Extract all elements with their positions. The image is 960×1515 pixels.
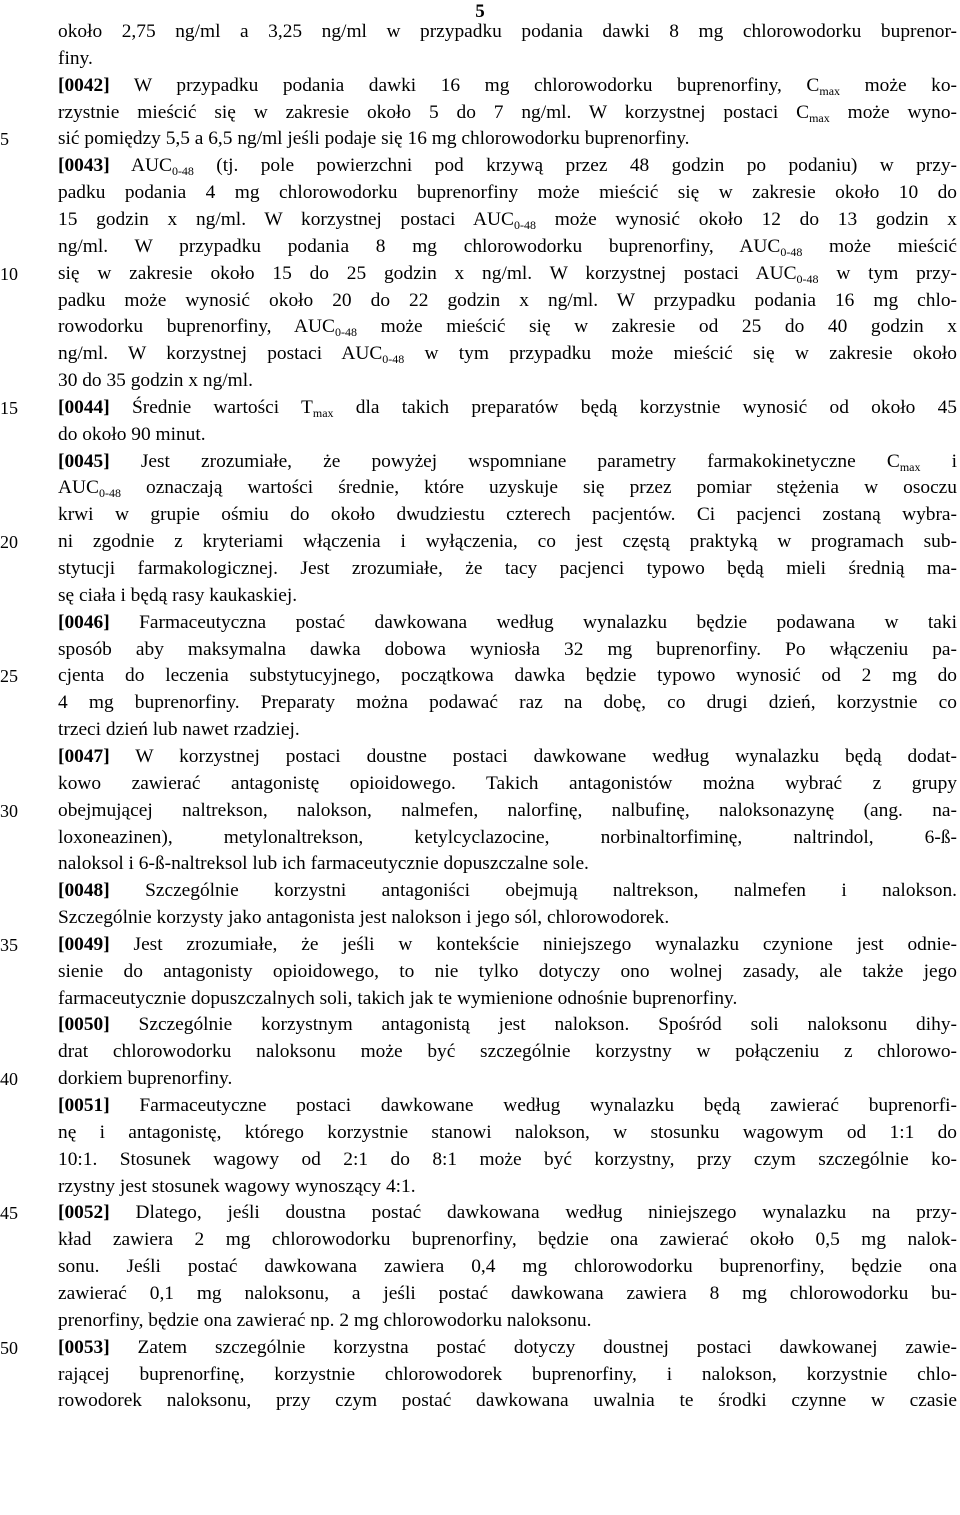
text-line: [58, 20, 957, 44]
text-segment: AUC: [58, 477, 99, 499]
line-number: 5: [0, 129, 9, 150]
text-segment: 10:1. Stosunek wagowy od 2:1 do 8:1 może być korzystny, przy czym szczególnie ko-: [58, 1148, 957, 1170]
text-line: [58, 638, 957, 662]
text-line: [58, 933, 957, 957]
text-segment: rowodorku buprenorfiny, AUC: [58, 316, 335, 338]
subscript: max: [809, 110, 830, 125]
text-line: [58, 262, 957, 286]
text-segment: w tym przypadku może mieścić się w zakresie około: [404, 343, 958, 365]
text-line: [58, 315, 957, 339]
text-line: [58, 718, 957, 742]
line-number: 45: [0, 1203, 18, 1224]
text-segment: około 2,75 ng/ml a 3,25 ng/ml w przypadku podania dawki 8 mg chlorowodorku buprenor-: [58, 21, 957, 42]
text-segment: 15 godzin x ng/ml. W korzystnej postaci AUC: [58, 208, 514, 230]
text-segment: padku może wynosić około 20 do 22 godzin x ng/ml. W przypadku podania 16 mg chlo-: [58, 289, 957, 311]
text-line: [58, 664, 957, 688]
paragraph-number: [0051]: [58, 1095, 110, 1116]
paragraph-number: [0043]: [58, 155, 110, 177]
text-line: [58, 47, 957, 71]
text-segment: trzeci dzień lub nawet rzadziej.: [58, 719, 300, 741]
subscript: 0-48: [514, 217, 536, 232]
text-line: [58, 852, 957, 876]
text-line: [58, 127, 957, 151]
text-segment: 4 mg buprenorfiny. Preparaty można podawać raz na dobę, co drugi dzień, korzystnie co: [58, 692, 957, 714]
paragraph-number: [0046]: [58, 611, 110, 633]
text-line: [58, 1013, 957, 1037]
text-segment: może mieścić się w zakresie od 25 do 40 godzin x: [357, 316, 957, 338]
text-line: [58, 503, 957, 527]
subscript: 0-48: [796, 271, 819, 286]
text-line: [58, 369, 957, 393]
text-line: [58, 1040, 957, 1064]
text-line: [58, 906, 957, 930]
text-segment: rającej buprenorfinę, korzystnie chlorowodorek buprenorfiny, i nalokson, korzystnie chlo-: [58, 1363, 957, 1385]
text-line: [58, 1201, 957, 1225]
paragraph-number: [0052]: [58, 1202, 110, 1224]
text-segment: sposób aby maksymalna dawka dobowa wyniosła 32 mg buprenorfiny. Po włączeniu pa-: [58, 638, 957, 660]
text-line: [58, 1148, 957, 1172]
text-line: [58, 879, 957, 903]
text-segment: dorkiem buprenorfiny.: [58, 1068, 233, 1090]
text-segment: sonu. Jeśli postać dawkowana zawiera 0,4 mg chlorowodorku buprenorfiny, będzie ona: [58, 1256, 957, 1278]
text-segment: Jest zrozumiałe, że jeśli w kontekście niniejszego wynalazku czynione jest odnie-: [109, 933, 957, 955]
paragraph-number: [0053]: [58, 1336, 110, 1358]
text-segment: Zatem szczególnie korzystna postać dotyczy doustnej postaci dawkowanej zawie-: [109, 1336, 957, 1358]
text-segment: Szczególnie korzystnym antagonistą jest nalokson. Spośród soli naloksonu dihy-: [109, 1014, 957, 1036]
line-number: 50: [0, 1337, 18, 1358]
text-segment: sić pomiędzy 5,5 a 6,5 ng/ml jeśli podaje się 16 mg chlorowodorku buprenorfiny.: [58, 128, 690, 150]
text-line: [58, 772, 957, 796]
subscript: 0-48: [171, 164, 194, 179]
text-segment: kład zawiera 2 mg chlorowodorku buprenorfiny, będzie ona zawierać około 0,5 mg nalok-: [58, 1229, 957, 1251]
text-segment: Farmaceutyczne postaci dawkowane według wynalazku będą zawierać buprenorfi-: [109, 1095, 957, 1116]
text-segment: W przypadku podania dawki 16 mg chlorowodorku buprenorfiny, C: [109, 74, 820, 96]
text-line: [58, 154, 957, 178]
text-segment: ng/ml. W przypadku podania 8 mg chlorowodorku buprenorfiny, AUC: [58, 235, 781, 257]
text-segment: Jest zrozumiałe, że powyżej wspomniane parametry farmakokinetyczne C: [109, 450, 900, 472]
text-segment: ng/ml. W korzystnej postaci AUC: [58, 343, 383, 365]
subscript: 0-48: [98, 486, 121, 501]
line-number: 35: [0, 934, 18, 955]
text-segment: loxoneazinen), metylonaltrekson, ketylcyclazocine, norbinaltorfiminę, naltrindol, 6-ß-: [58, 826, 957, 848]
text-line: [58, 1175, 957, 1199]
text-segment: oznaczają wartości średnie, które uzyskuje się przez pomiar stężenia w osoczu: [120, 477, 957, 499]
text-line: [58, 181, 957, 205]
text-segment: (tj. pole powierzchni pod krzywą przez 48 godzin po podaniu) w przy-: [193, 155, 958, 177]
text-segment: krwi w grupie ośmiu do około dwudziestu czterech pacjentów. Ci pacjenci zostaną wybra-: [58, 504, 957, 526]
text-line: [58, 396, 957, 420]
text-segment: Farmaceutyczna postać dawkowana według wynalazku będzie podawana w taki: [109, 611, 957, 633]
line-number: 25: [0, 666, 18, 687]
text-line: [58, 691, 957, 715]
text-segment: padku podania 4 mg chlorowodorku buprenorfiny może mieścić się w zakresie około 10 do: [58, 182, 957, 204]
text-segment: zawierać 0,1 mg naloksonu, a jeśli postać dawkowana zawiera 8 mg chlorowodorku bu-: [58, 1282, 957, 1304]
text-segment: rzystnie mieścić się w zakresie około 5 do 7 ng/ml. W korzystnej postaci C: [58, 101, 810, 123]
paragraph-number: [0049]: [58, 933, 110, 955]
text-segment: AUC: [109, 155, 172, 177]
paragraph-number: [0047]: [58, 745, 110, 767]
subscript: max: [819, 83, 841, 98]
text-line: [58, 101, 957, 125]
text-line: [58, 557, 957, 581]
text-segment: finy.: [58, 47, 93, 69]
text-line: [58, 74, 957, 98]
text-line: [58, 1228, 957, 1252]
text-segment: drat chlorowodorku naloksonu może być szczególnie korzystny w połączeniu z chlorowo-: [58, 1041, 957, 1063]
text-segment: Szczególnie korzysty jako antagonista jest nalokson i jego sól, chlorowodorek.: [58, 907, 670, 929]
text-line: [58, 826, 957, 850]
text-segment: prenorfiny, będzie ona zawierać np. 2 mg chlorowodorku naloksonu.: [58, 1309, 592, 1331]
text-line: [58, 611, 957, 635]
paragraph-number: [0044]: [58, 396, 110, 418]
subscript: 0-48: [335, 325, 357, 340]
subscript: 0-48: [780, 244, 803, 259]
text-line: [58, 1336, 957, 1360]
subscript: 0-48: [382, 352, 405, 367]
text-segment: nę i antagonistę, którego korzystnie stanowi nalokson, w stosunku wagowym od 1:1 do: [58, 1121, 957, 1143]
text-line: [58, 289, 957, 313]
line-number: 20: [0, 532, 18, 553]
text-line: [58, 960, 957, 984]
paragraph-number: [0045]: [58, 450, 110, 472]
text-line: [58, 799, 957, 823]
text-line: [58, 208, 957, 232]
text-line: [58, 450, 957, 474]
text-segment: W korzystnej postaci doustne postaci dawkowane według wynalazku będą dodat-: [109, 745, 957, 767]
paragraph-number: [0048]: [58, 880, 110, 902]
subscript: max: [312, 405, 334, 420]
text-line: [58, 745, 957, 769]
text-line: [58, 1121, 957, 1145]
text-line: [58, 1255, 957, 1279]
text-segment: farmaceutycznie dopuszczalnych soli, takich jak te wymienione odnośnie buprenorfiny.: [58, 987, 738, 1009]
line-number: 40: [0, 1069, 18, 1090]
text-segment: stytucji farmakologicznej. Jest zrozumiałe, że tacy pacjenci typowo będą mieli średnią ma-: [58, 558, 957, 579]
text-line: [58, 1389, 957, 1413]
paragraph-number: [0050]: [58, 1014, 110, 1036]
text-segment: może wynosić około 12 do 13 godzin x: [536, 208, 957, 230]
text-line: [58, 423, 957, 447]
page-number: 5: [475, 1, 485, 22]
text-line: [58, 1094, 957, 1118]
text-segment: w tym przy-: [818, 262, 957, 284]
text-segment: rzystny jest stosunek wagowy wynoszący 4:1.: [58, 1175, 416, 1197]
text-segment: może wyno-: [829, 101, 957, 123]
text-segment: kowo zawierać antagonistę opioidowego. Takich antagonistów można wybrać z grupy: [58, 772, 957, 794]
text-line: [58, 987, 957, 1011]
text-line: [58, 1363, 957, 1387]
text-segment: może ko-: [840, 74, 957, 96]
subscript: max: [899, 459, 921, 474]
text-line: [58, 235, 957, 259]
text-segment: rowodorek naloksonu, przy czym postać dawkowana uwalnia te środki czynne w czasie: [58, 1390, 957, 1412]
text-segment: Dlatego, jeśli doustna postać dawkowana według niniejszego wynalazku na przy-: [109, 1202, 957, 1224]
text-line: [58, 476, 957, 500]
text-segment: obejmującej naltrekson, nalokson, nalmefen, nalorfinę, nalbufinę, naloksonazynę (ang. na-: [58, 799, 957, 821]
paragraph-number: [0042]: [58, 74, 110, 96]
text-segment: 30 do 35 godzin x ng/ml.: [58, 370, 253, 392]
text-line: [58, 1309, 957, 1333]
text-segment: Szczególnie korzystni antagoniści obejmują naltrekson, nalmefen i nalokson.: [109, 880, 957, 902]
line-number: 30: [0, 800, 18, 821]
text-segment: może mieścić: [802, 235, 957, 257]
line-number-margin: [0, 0, 40, 1515]
text-segment: ni zgodnie z kryteriami włączenia i wyłączenia, co jest częstą praktyką w programach sub-: [58, 531, 957, 553]
line-number: 15: [0, 397, 18, 418]
text-line: [58, 1067, 957, 1091]
text-line: [58, 584, 957, 608]
text-segment: dla takich preparatów będą korzystnie wynosić od około 45: [333, 396, 957, 418]
text-line: [58, 342, 957, 366]
text-segment: Średnie wartości T: [109, 396, 313, 418]
text-segment: do około 90 minut.: [58, 423, 206, 445]
text-segment: cjenta do leczenia substytucyjnego, początkowa dawka będzie typowo wynosić od 2 mg do: [58, 665, 957, 687]
text-line: [58, 530, 957, 554]
text-segment: naloksol i 6-ß-naltreksol lub ich farmaceutycznie dopuszczalne sole.: [58, 853, 589, 875]
text-segment: sę ciała i będą rasy kaukaskiej.: [58, 584, 298, 606]
text-line: [58, 1282, 957, 1306]
line-number: 10: [0, 263, 18, 284]
text-segment: się w zakresie około 15 do 25 godzin x ng/ml. W korzystnej postaci AUC: [58, 262, 797, 284]
text-segment: sienie do antagonisty opioidowego, to nie tylko dotyczy ono wolnej zasady, ale także jego: [58, 960, 957, 982]
text-segment: i: [920, 450, 957, 472]
